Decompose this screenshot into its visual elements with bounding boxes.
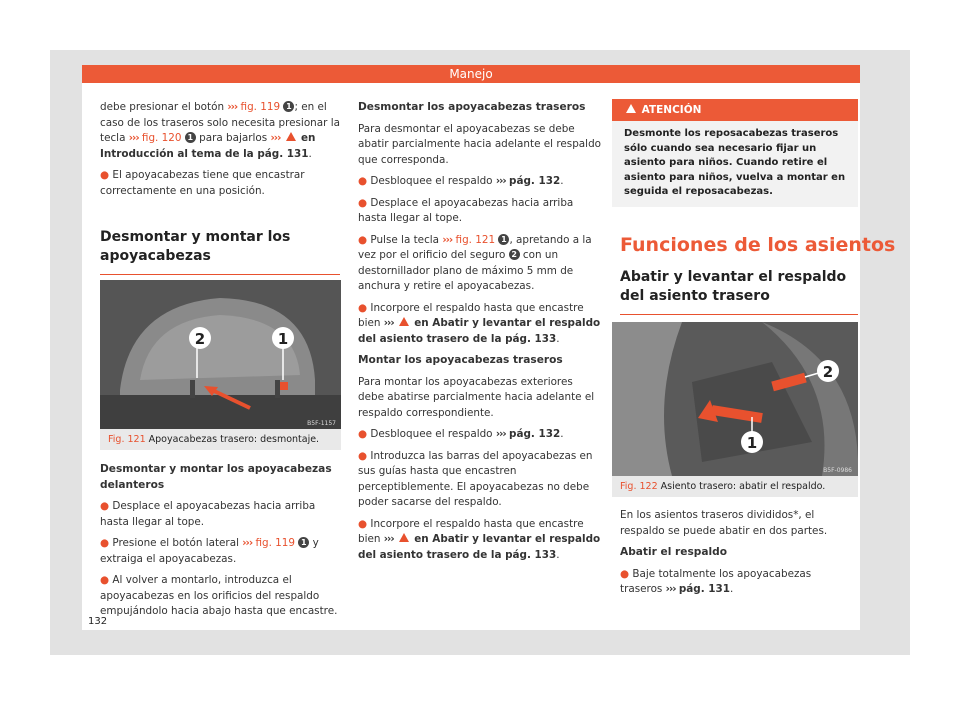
bullet-item: ● Presione el botón lateral ››› fig. 119 1 y extraiga el apoyacabezas.	[100, 537, 319, 565]
warning-icon	[626, 104, 636, 113]
figure-122	[612, 322, 858, 497]
bullet-icon: ●	[100, 500, 110, 512]
attention-header: ATENCIÓN	[612, 99, 858, 121]
bullet-item: ● Pulse la tecla ››› fig. 121 1 , apretando a la vez por el orificio del seguro 2 con un destornillador plano de máximo 5 mm de anchura y retire el apoyacabezas.	[358, 233, 592, 292]
subheading: Desmontar y montar los apoyacabezas delanteros	[100, 463, 332, 491]
paragraph: Para desmontar el apoyacabezas se debe abatir parcialmente hacia adelante el respaldo que corresponda.	[358, 122, 602, 166]
fig-ref-link[interactable]: fig. 121	[455, 233, 496, 246]
intro-ref-link[interactable]: en Introducción al tema de la pág. 131	[100, 132, 316, 160]
ref-arrow-icon: ›››	[270, 132, 281, 144]
section-title-headrest: Desmontar y montar los apoyacabezas	[100, 228, 340, 275]
bullet-item: ● Desbloquee el respaldo ››› pág. 132.	[358, 175, 564, 187]
bullet-item: ● Baje totalmente los apoyacabezas traseros ››› pág. 131.	[620, 567, 812, 595]
subheading: Montar los apoyacabezas traseros	[358, 354, 563, 366]
figure-caption: Fig. 122 Asiento trasero: abatir el respaldo.	[612, 476, 858, 497]
marker-1-label: 1	[277, 330, 289, 348]
marker-1: 1	[498, 234, 509, 245]
figure-code: B5F-0986	[823, 467, 852, 474]
ref-arrow-icon: ›››	[442, 233, 453, 246]
bullet-icon: ●	[358, 517, 368, 530]
marker-2-label: 2	[822, 363, 834, 381]
bullet-icon: ●	[358, 196, 368, 209]
section-title-backrest: Abatir y levantar el respaldo del asiento trasero	[620, 268, 858, 315]
bullet-item: ● Desplace el apoyacabezas hacia arriba hasta llegar al tope.	[358, 196, 574, 224]
attention-box	[612, 99, 858, 207]
paragraph: Para montar los apoyacabezas exteriores debe abatirse parcialmente hacia adelante el respaldo correspondiente.	[358, 375, 595, 419]
bullet-icon: ●	[100, 574, 110, 586]
bullet-item: ● Incorpore el respaldo hasta que encastre bien ››› en Abatir y levantar el respaldo del asiento trasero de la pág. 133.	[358, 517, 601, 561]
figure-image	[612, 322, 858, 476]
fig-ref-link[interactable]: fig. 119	[255, 537, 296, 549]
bullet-item: ● Desplace el apoyacabezas hacia arriba hasta llegar al tope.	[100, 500, 316, 528]
section-ref-link[interactable]: en Abatir y levantar el respaldo del asiento trasero de la pág. 133	[358, 533, 601, 561]
warning-icon	[399, 317, 409, 326]
bullet-item: ● Introduzca las barras del apoyacabezas en sus guías hasta que encastren perceptiblemente. El apoyacabezas no debe poder sacarse del respaldo.	[358, 449, 593, 508]
figure-code: B5F-1157	[307, 420, 336, 427]
column-3-lower	[620, 508, 856, 604]
marker-1: 1	[185, 132, 196, 143]
column-2	[358, 100, 602, 569]
bullet-icon: ●	[358, 449, 368, 462]
backrest-fold-illustration	[612, 322, 858, 476]
ref-arrow-icon: ›››	[665, 583, 676, 595]
fig-ref-link[interactable]: fig. 119	[240, 101, 281, 113]
bullet-icon: ●	[358, 428, 368, 440]
bullet-item: ● Desbloquee el respaldo ››› pág. 132.	[358, 428, 564, 440]
figure-121	[100, 280, 341, 450]
ref-arrow-icon: ›››	[495, 428, 506, 440]
intro-paragraph: debe presionar el botón ››› fig. 119 1 ; en el caso de los traseros solo necesita presionar la tecla ››› fig. 120 1 para bajarlos ››› en Introducción al tema de la pág. 131.	[100, 101, 340, 160]
section-ref-link[interactable]: en Abatir y levantar el respaldo del asiento trasero de la pág. 133	[358, 317, 601, 345]
bullet-item: ● Incorpore el respaldo hasta que encastre bien ››› en Abatir y levantar el respaldo del asiento trasero de la pág. 133.	[358, 301, 601, 345]
marker-2: 2	[509, 249, 520, 260]
bullet-icon: ●	[358, 233, 368, 246]
fig-ref-link[interactable]: fig. 120	[141, 132, 182, 144]
headrest-removal-illustration	[100, 280, 341, 429]
column-1-lower	[100, 462, 342, 626]
bullet-item: ● El apoyacabezas tiene que encastrar correctamente en una posición.	[100, 169, 305, 197]
page-ref-link[interactable]: pág. 131	[678, 583, 730, 595]
bullet-icon: ●	[358, 175, 368, 187]
attention-body: Desmonte los reposacabezas traseros sólo cuando sea necesario fijar un asiento para niños. Cuando retire el asiento para niños, vuelva a montar en seguida el reposacabezas.	[624, 128, 846, 197]
page-number: 132	[88, 616, 108, 627]
ref-arrow-icon: ›››	[383, 533, 394, 545]
marker-1-label: 1	[746, 434, 758, 452]
ref-arrow-icon: ›››	[128, 132, 139, 144]
marker-1: 1	[298, 537, 309, 548]
column-1	[100, 100, 342, 205]
page-ref-link[interactable]: pág. 132	[509, 428, 561, 440]
figure-caption: Fig. 121 Apoyacabezas trasero: desmontaje.	[100, 429, 341, 450]
ref-arrow-icon: ›››	[227, 101, 238, 113]
chapter-title: Funciones de los asientos	[620, 234, 896, 256]
warning-icon	[286, 132, 296, 141]
bullet-item: ● Al volver a montarlo, introduzca el apoyacabezas en los orificios del respaldo empujándolo hacia abajo hasta que encastre.	[100, 574, 338, 617]
bullet-icon: ●	[620, 567, 630, 580]
marker-1: 1	[283, 101, 294, 112]
bullet-icon: ●	[100, 169, 110, 181]
subheading: Desmontar los apoyacabezas traseros	[358, 101, 586, 113]
subheading: Abatir el respaldo	[620, 546, 727, 558]
chapter-header: Manejo	[82, 65, 860, 83]
marker-2-label: 2	[194, 330, 206, 348]
ref-arrow-icon: ›››	[242, 537, 253, 549]
warning-icon	[399, 533, 409, 542]
paragraph: En los asientos traseros divididos*, el respaldo se puede abatir en dos partes.	[620, 509, 828, 537]
page-ref-link[interactable]: pág. 132	[509, 175, 561, 187]
ref-arrow-icon: ›››	[495, 175, 506, 187]
bullet-icon: ●	[358, 301, 368, 314]
figure-image	[100, 280, 341, 429]
bullet-icon: ●	[100, 537, 110, 549]
ref-arrow-icon: ›››	[383, 317, 394, 329]
